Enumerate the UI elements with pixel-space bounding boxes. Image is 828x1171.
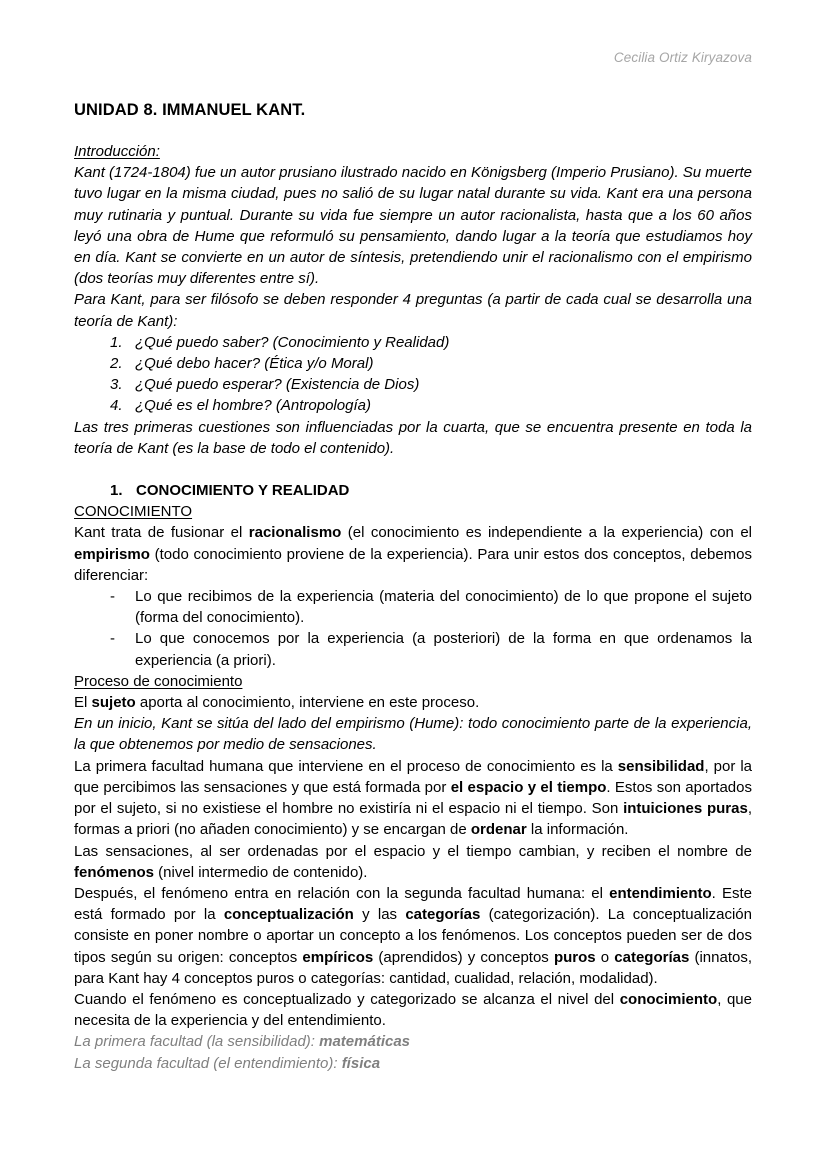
list-item-label: ¿Qué debo hacer? (Ética y/o Moral) [135,355,374,373]
diferenciar-bullet-list [74,586,752,671]
text-run: Las sensaciones, al ser ordenadas por el espacio y el tiempo cambian, y reciben el nombre de [74,842,752,860]
list-item [74,332,752,353]
keyword-espacio-tiempo: el espacio y el tiempo [450,778,607,796]
text-run: La primera facultad (la sensibilidad): [74,1033,320,1051]
list-item-number: 4. [110,397,123,415]
section-title: CONOCIMIENTO Y REALIDAD [136,482,350,500]
keyword-conceptualizacion: conceptualización [223,906,354,924]
paragraph-empirismo-hume: En un inicio, Kant se sitúa del lado del empirismo (Hume): todo conocimiento parte de la experiencia, la que obtenemos por medio de sensaciones. [74,715,752,754]
keyword-categorias-2: categorías [614,948,690,966]
text-run: Después, el fenómeno entra en relación con la segunda facultad humana: el [74,884,610,902]
list-item-label: Lo que recibimos de la experiencia (materia del conocimiento) de lo que propone el sujeto (forma del conocimiento). [135,588,752,627]
intro-label: Introducción: [74,143,160,160]
keyword-sensibilidad: sensibilidad [617,757,705,775]
subheading-proceso-de-conocimiento: Proceso de conocimiento [74,672,243,690]
text-run: Cuando el fenómeno es conceptualizado y categorizado se alcanza el nivel del [74,990,620,1008]
text-run: (categorización). La conceptualización consiste en poner nombre o aportar un concepto a los fenómenos. Los conceptos pueden ser de dos tipos según su origen: conceptos [74,906,752,966]
list-item-number: 3. [110,376,123,394]
subheading-conocimiento: CONOCIMIENTO [74,503,193,521]
list-item-label: ¿Qué es el hombre? (Antropología) [135,397,371,415]
text-run: la información. [526,821,629,839]
kant-questions-list [74,332,752,417]
list-item-label: ¿Qué puedo saber? (Conocimiento y Realidad) [135,333,450,351]
list-item [74,374,752,395]
paragraph-fenomenos [74,841,752,883]
text-run: (el conocimiento es independiente a la experiencia) con el [341,524,752,542]
keyword-conocimiento: conocimiento [619,990,718,1008]
text-run: . Estos son aportados por el sujeto, si no existiese el hombre no existiría ni el espacio ni el tiempo. Son [74,778,752,818]
keyword-sujeto: sujeto [91,694,136,712]
keyword-racionalismo: racionalismo [248,524,342,542]
text-run: (aprendidos) y conceptos [373,948,554,966]
paragraph-entendimiento [74,883,752,989]
paragraph-sensibilidad [74,756,752,841]
note-segunda-facultad [74,1053,752,1074]
keyword-intuiciones-puras: intuiciones puras [623,800,748,818]
text-run: , formas a priori (no añaden conocimiento) y se encargan de [74,800,752,839]
paragraph-conocimiento-nivel [74,989,752,1031]
text-run: La primera facultad humana que interviene en el proceso de conocimiento es la [74,757,618,775]
text-run: El [74,694,92,712]
intro-paragraph-3: Las tres primeras cuestiones son influenciadas por la cuarta, que se encuentra presente en toda la teoría de Kant (es la base de todo el contenido). [74,418,752,457]
list-item-label: Lo que conocemos por la experiencia (a posteriori) de la forma en que ordenamos la experiencia (a priori). [135,630,752,669]
text-run: . Este está formado por la [74,884,753,924]
keyword-empirismo: empirismo [74,545,150,563]
keyword-fenomenos: fenómenos [74,863,155,881]
text-run: aporta al conocimiento, interviene en este proceso. [135,694,480,712]
text-run: o [595,948,615,966]
intro-paragraph-1: Kant (1724-1804) fue un autor prusiano ilustrado nacido en Königsberg (Imperio Prusiano). Su muerte tuvo lugar en la misma ciudad, pues no salió de su lugar natal durante su vida. Kant era una persona muy rutinaria y puntual. Durante su vida fue siempre un autor racionalista, hasta que a los 60 años leyó una obra de Hume que reformuló su pensamiento, dando lugar a la teoría que estudiamos hoy en día. Kant se convierte en un autor de síntesis, pretendiendo unir el racionalismo con el empirismo (dos teorías muy diferentes entre sí). [74,164,752,288]
paragraph-sujeto [74,692,752,713]
text-run: (innatos, para Kant hay 4 conceptos puros o categorías: cantidad, cualidad, relación, modalidad). [74,948,752,987]
intro-paragraph-2: Para Kant, para ser filósofo se deben responder 4 preguntas (a partir de cada cual se desarrolla una teoría de Kant): [74,291,752,330]
bullet-dash-marker: - [110,588,115,606]
keyword-fisica: física [341,1054,381,1072]
keyword-ordenar: ordenar [470,821,527,839]
text-run: (todo conocimiento proviene de la experiencia). Para unir estos dos conceptos, debemos diferenciar: [74,545,752,584]
list-item-number: 1. [110,333,123,351]
note-primera-facultad [74,1031,752,1052]
section-1-heading [74,480,752,501]
list-item [74,628,752,670]
text-run: (nivel intermedio de contenido). [154,863,368,881]
bullet-dash-marker: - [110,630,115,648]
text-run: Kant trata de fusionar el [74,524,249,542]
keyword-puros: puros [553,948,596,966]
list-item [74,586,752,628]
list-item-number: 2. [110,355,123,373]
list-item [74,353,752,374]
text-run: , por la que percibimos las sensaciones y que está formada por [74,757,753,796]
document-body [74,141,752,1074]
page-header-author: Cecilia Ortiz Kiryazova [613,50,752,65]
list-item [74,395,752,416]
paragraph-racionalismo-empirismo [74,522,752,586]
page-title: UNIDAD 8. IMMANUEL KANT. [74,101,306,120]
keyword-categorias: categorías [405,906,481,924]
keyword-matematicas: matemáticas [319,1033,411,1051]
text-run: , que necesita de la experiencia y del entendimiento. [74,990,752,1030]
keyword-empiricos: empíricos [302,948,374,966]
keyword-entendimiento: entendimiento [609,884,712,902]
text-run: y las [353,906,406,924]
section-number: 1. [110,482,123,500]
text-run: La segunda facultad (el entendimiento): [74,1054,342,1072]
list-item-label: ¿Qué puedo esperar? (Existencia de Dios) [135,376,420,394]
